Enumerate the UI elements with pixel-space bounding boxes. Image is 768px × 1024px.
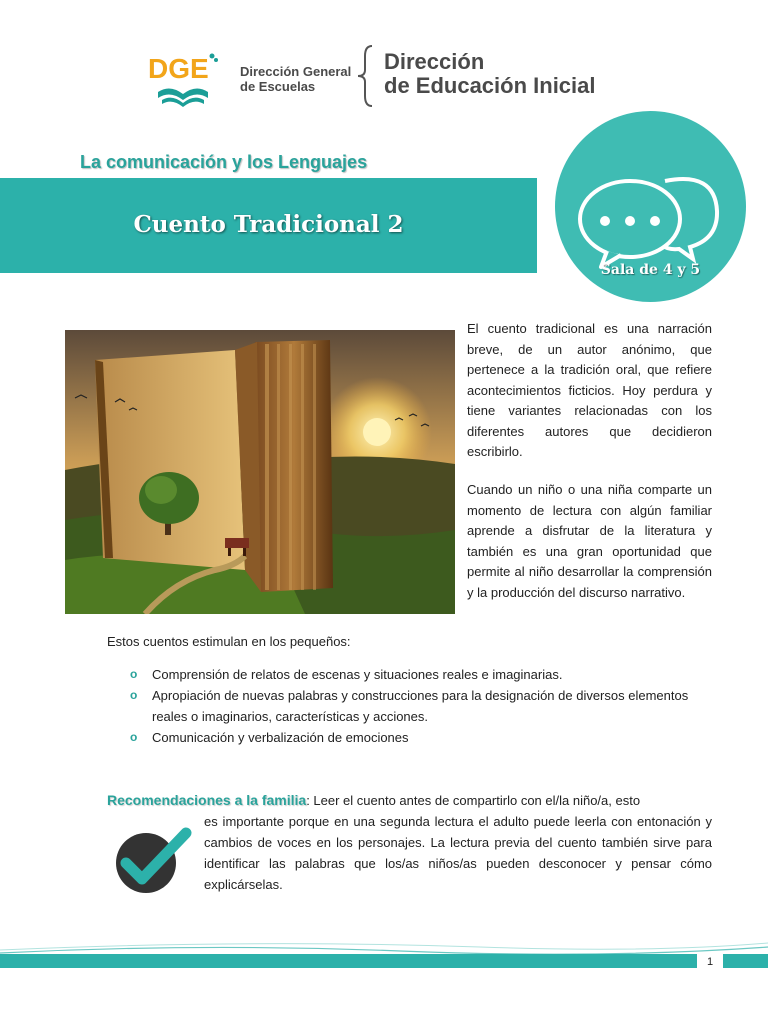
- list-item: o Comprensión de relatos de escenas y situaciones reales e imaginarias.: [130, 664, 690, 685]
- benefits-list: [130, 664, 690, 748]
- bullet-icon: o: [130, 730, 138, 744]
- subtitle: La comunicación y los Lenguajes: [80, 152, 368, 172]
- list-intro: Estos cuentos estimulan en los pequeños:: [107, 634, 351, 649]
- list-item: o Comunicación y verbalización de emociones: [130, 727, 690, 748]
- logo-text: DGE: [148, 53, 209, 84]
- brace-divider: [352, 44, 382, 108]
- list-item: o Apropiación de nuevas palabras y construcciones para la designación de diversos elementos reales o imaginarios, características y acciones.: [130, 685, 690, 727]
- reading-paragraph: Cuando un niño o una niña comparte un momento de lectura con algún familiar aprende a disfrutar de la literatura y también es una gran oportunidad que permite al niño desarrollar la comprensión y la producción del discurso narrativo.: [467, 482, 712, 600]
- definition-paragraph: El cuento tradicional es una narración breve, de un autor anónimo, que pertenece a la tradición oral, que refiere acontecimientos ficticios. Hoy perdura y tiene variantes relacionadas con los diferentes autores que decidieron escribirlo.: [467, 321, 712, 459]
- book-landscape-image: [65, 330, 455, 614]
- recommendations-heading-line: [107, 790, 712, 811]
- department-name: Dirección de Educación Inicial: [384, 49, 596, 98]
- page-title: Cuento Tradicional 2: [133, 211, 404, 238]
- dge-logo: [148, 48, 218, 112]
- bullet-icon: o: [130, 688, 138, 702]
- bullet-icon: o: [130, 667, 138, 681]
- org-name: Dirección General de Escuelas: [240, 64, 352, 94]
- sala-label: Sala de 4 y 5: [600, 262, 701, 278]
- checkmark-icon: [112, 827, 192, 895]
- recommendations-body: es importante porque en una segunda lectura el adulto puede leerla con entonación y cambios de voces en los personajes. La lectura previa del cuento también sirve para identificar las palabras que los/as niños/as pueden desconocer y pensar cómo explicárselas.: [204, 814, 712, 892]
- recommendations-title: Recomendaciones a la familia: [107, 792, 307, 808]
- recommendations-lead: : Leer el cuento antes de compartirlo con el/la niño/a, esto: [306, 793, 641, 808]
- page-number: 1: [697, 953, 723, 971]
- footer-wave: [0, 935, 768, 975]
